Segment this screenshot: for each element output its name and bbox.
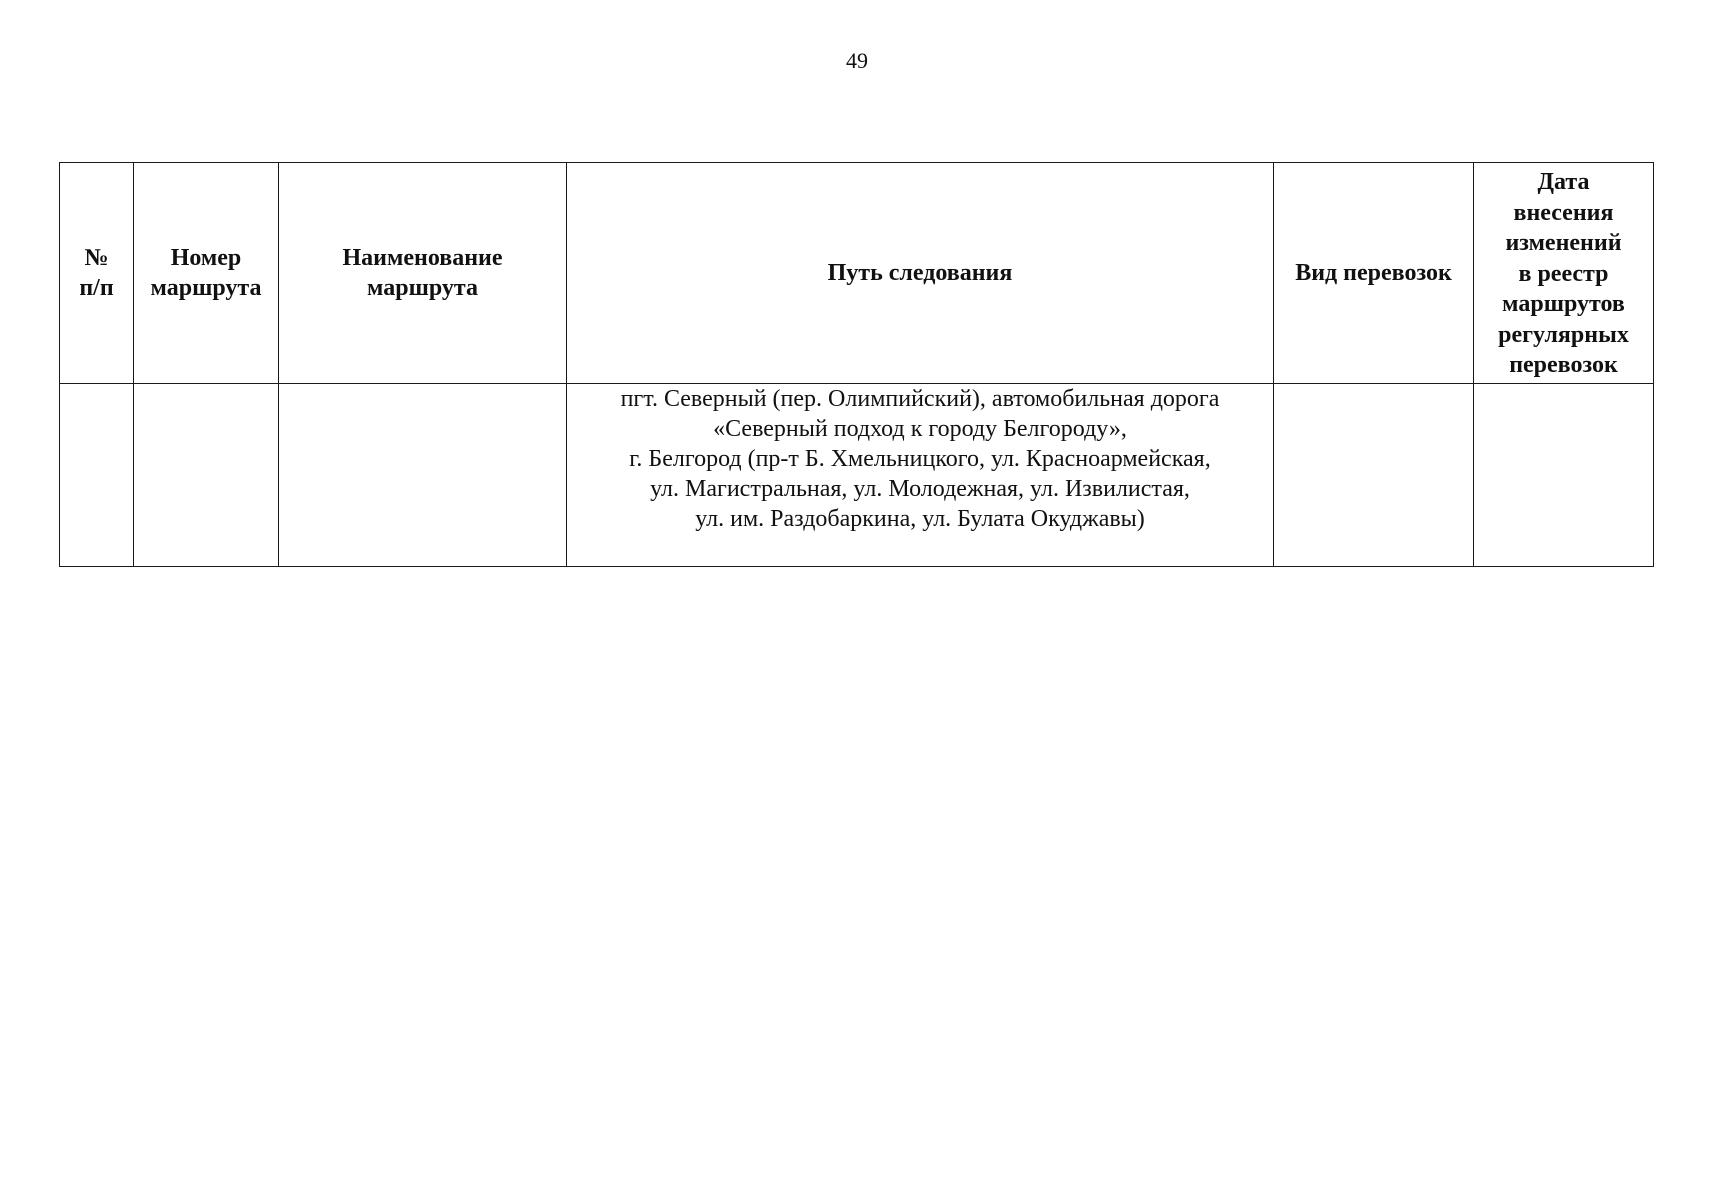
header-transport-type: Вид перевозок — [1274, 163, 1474, 384]
routes-table — [59, 162, 1654, 567]
header-change-date: Дата внесения изменений в реестр маршрутов регулярных перевозок — [1474, 163, 1654, 384]
cell-change-date — [1474, 383, 1654, 566]
header-route-number: Номер маршрута — [134, 163, 279, 384]
table-body — [60, 383, 1654, 566]
cell-num — [60, 383, 134, 566]
table-header — [60, 163, 1654, 384]
cell-transport-type — [1274, 383, 1474, 566]
cell-route-name — [279, 383, 567, 566]
page-number: 49 — [846, 48, 868, 73]
table-row — [60, 383, 1654, 566]
cell-route-number — [134, 383, 279, 566]
header-row — [60, 163, 1654, 384]
header-route-name: Наименование маршрута — [279, 163, 567, 384]
header-path: Путь следования — [567, 163, 1274, 384]
header-num: № п/п — [60, 163, 134, 384]
cell-path: пгт. Северный (пер. Олимпийский), автомобильная дорога «Северный подход к городу Белгороду», г. Белгород (пр-т Б. Хмельницкого, ул. Красноармейская, ул. Магистральная, ул. Молодежная, ул. Извилистая, ул. им. Раздобаркина, ул. Булата Окуджавы) — [567, 383, 1274, 566]
